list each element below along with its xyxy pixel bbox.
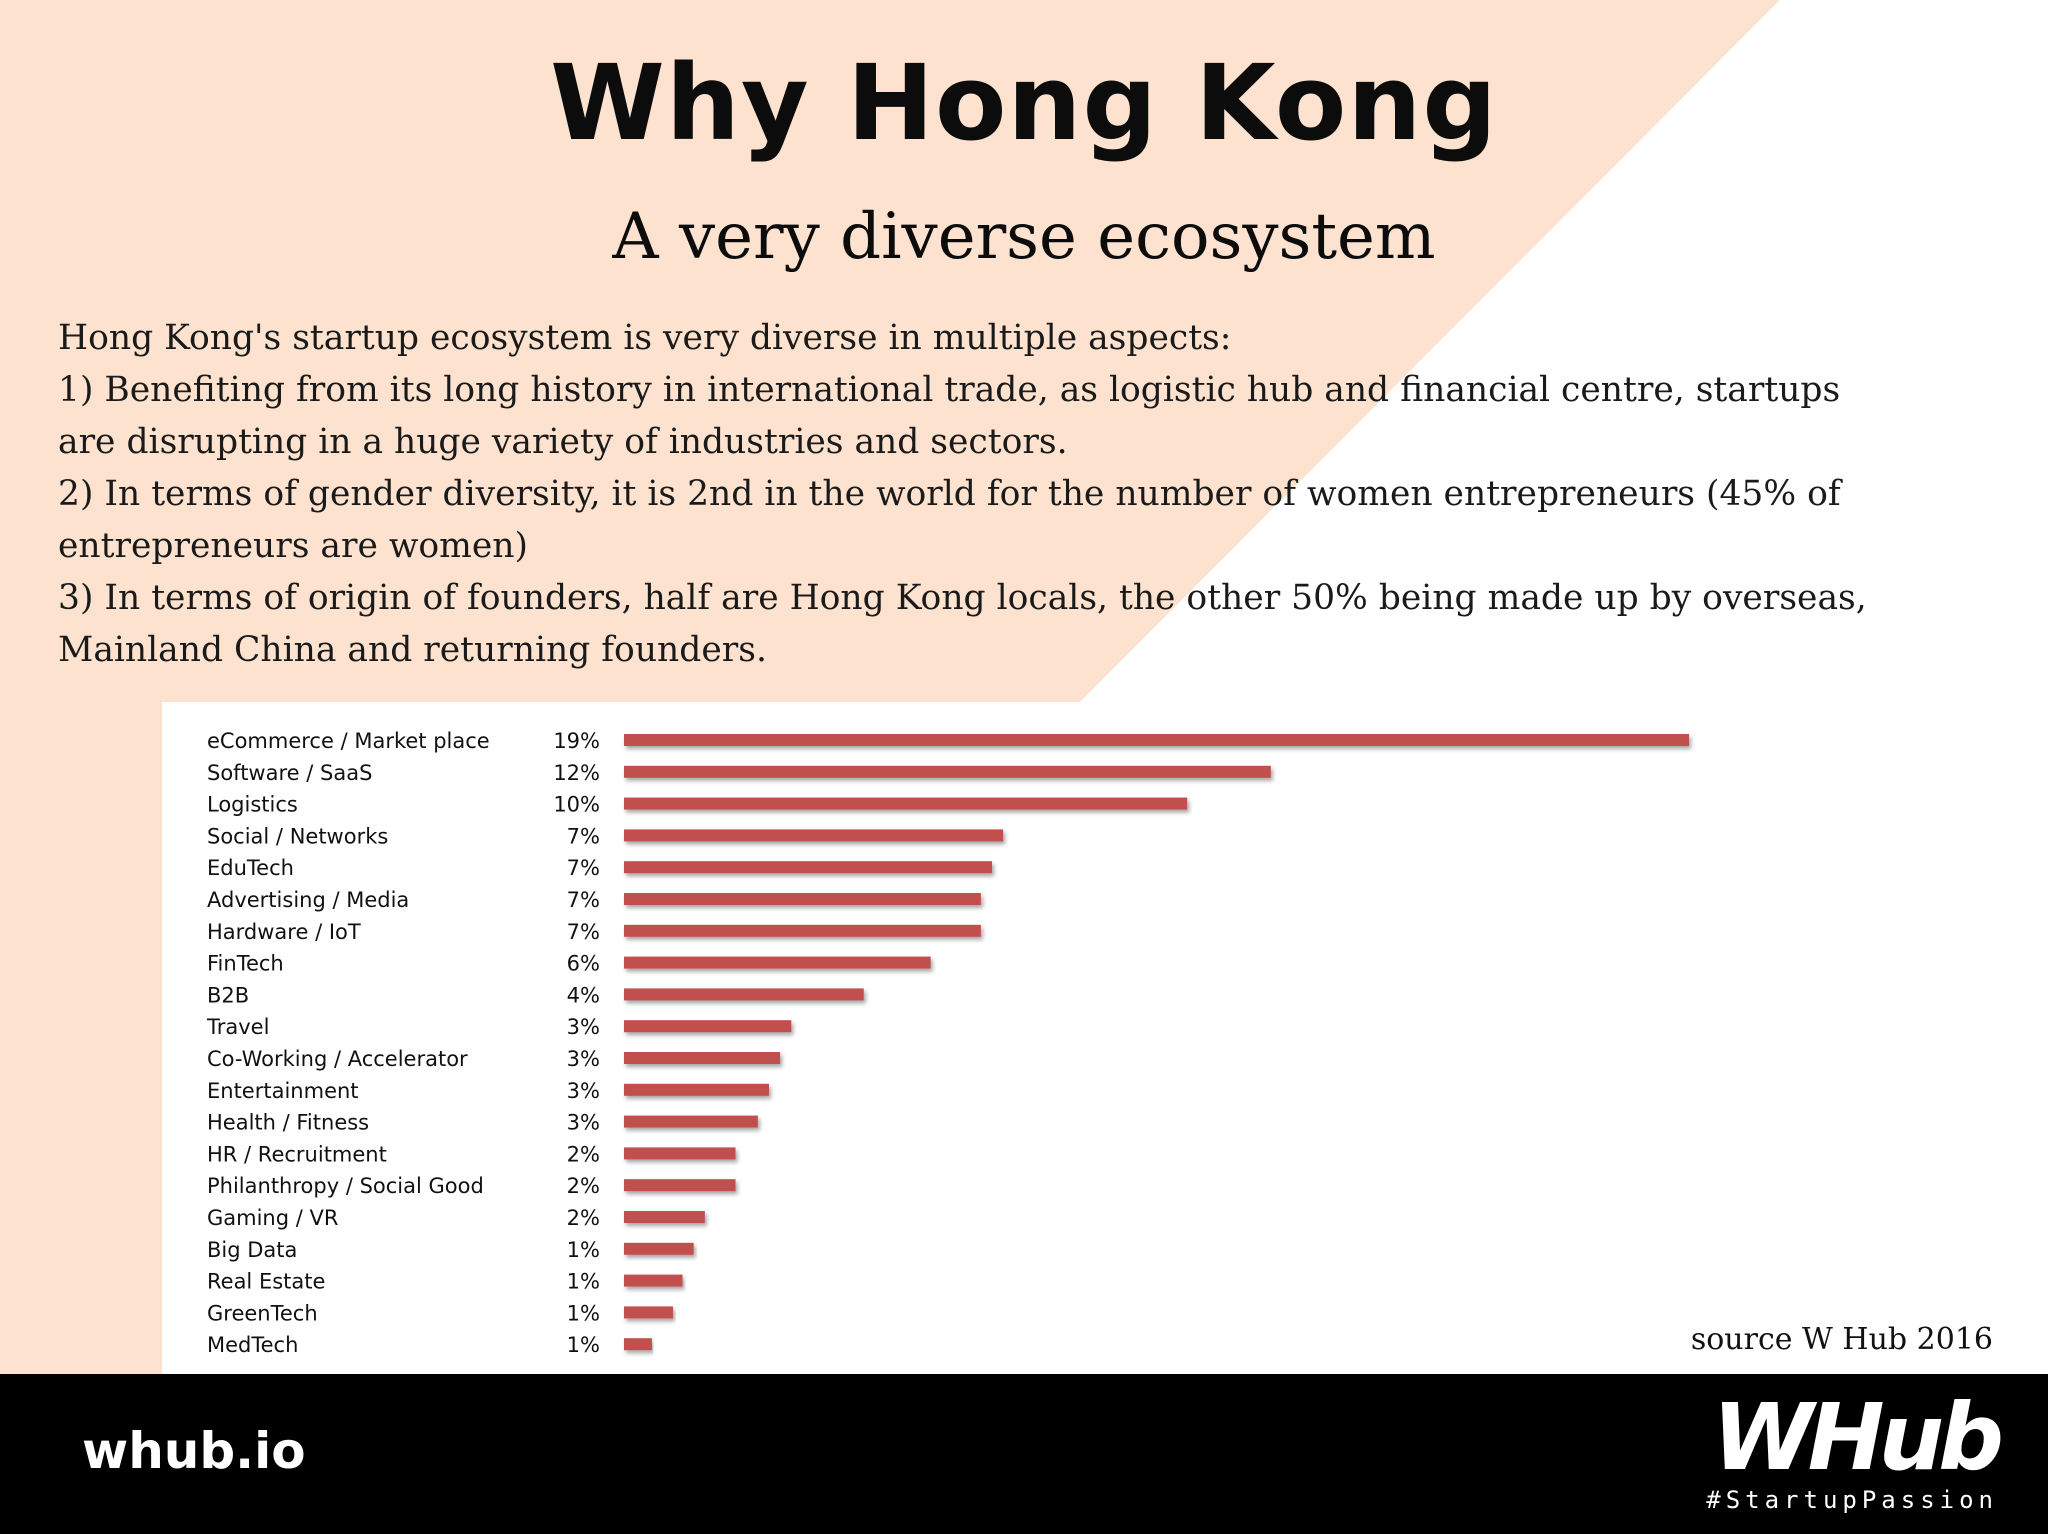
bar (624, 1243, 694, 1255)
category-label: eCommerce / Market place (207, 729, 490, 753)
category-label: EduTech (207, 856, 294, 881)
intro-line: entrepreneurs are women) (58, 526, 528, 566)
value-label: 7% (566, 824, 600, 849)
value-label: 7% (566, 856, 600, 881)
value-label: 7% (566, 888, 600, 912)
bar (624, 1052, 780, 1064)
bar (624, 1338, 652, 1350)
category-label: Logistics (207, 792, 298, 817)
bar (624, 988, 864, 1000)
category-label: Hardware / IoT (207, 919, 361, 944)
category-label: Software / SaaS (207, 760, 373, 785)
category-label: Travel (207, 1015, 270, 1040)
logo-wordmark: WHub (1712, 1384, 1998, 1491)
value-label: 1% (566, 1237, 600, 1262)
page-title: Why Hong Kong (550, 42, 1498, 164)
value-label: 1% (566, 1301, 600, 1326)
intro-line: Mainland China and returning founders. (58, 630, 767, 670)
sector-bar-chart (162, 702, 2048, 1374)
page-subtitle: A very diverse ecosystem (612, 200, 1436, 274)
value-label: 1% (566, 1269, 600, 1294)
category-label: Advertising / Media (207, 888, 410, 912)
logo-tagline: #StartupPassion (1706, 1486, 1998, 1514)
bar (624, 798, 1187, 810)
bar (624, 925, 981, 937)
bar (624, 1116, 758, 1128)
bar (624, 829, 1003, 841)
value-label: 3% (566, 1015, 600, 1040)
category-label: Big Data (207, 1237, 298, 1262)
bar (624, 1306, 673, 1318)
bar (624, 1020, 791, 1032)
category-label: Real Estate (207, 1269, 326, 1294)
intro-line: 3) In terms of origin of founders, half are Hong Kong locals, the other 50% being made up by overseas, (58, 578, 1867, 618)
intro-line: Hong Kong's startup ecosystem is very diverse in multiple aspects: (58, 318, 1232, 358)
category-label: Health / Fitness (207, 1110, 370, 1135)
value-label: 3% (566, 1078, 600, 1103)
bar (624, 766, 1271, 778)
value-label: 3% (566, 1110, 600, 1135)
category-label: HR / Recruitment (207, 1142, 387, 1167)
footer-url[interactable]: whub.io (82, 1422, 306, 1480)
value-label: 1% (566, 1333, 600, 1358)
value-label: 6% (566, 951, 600, 976)
bar (624, 1275, 683, 1287)
bar (624, 1179, 736, 1191)
intro-line: are disrupting in a huge variety of industries and sectors. (58, 422, 1068, 462)
category-label: GreenTech (207, 1301, 318, 1326)
value-label: 7% (566, 919, 600, 944)
value-label: 2% (566, 1142, 600, 1167)
category-label: Social / Networks (207, 824, 389, 849)
value-label: 10% (553, 792, 600, 817)
source-note: source W Hub 2016 (1690, 1322, 1993, 1357)
category-label: B2B (207, 983, 250, 1008)
bar (624, 1147, 736, 1159)
category-label: Entertainment (207, 1078, 359, 1103)
whub-logo (1688, 1384, 1998, 1516)
value-label: 3% (566, 1047, 600, 1071)
bar (624, 1084, 769, 1096)
bar (624, 1211, 705, 1223)
category-label: Philanthropy / Social Good (207, 1174, 484, 1199)
footer-bar (0, 1374, 2048, 1534)
value-label: 2% (566, 1174, 600, 1199)
intro-text (58, 312, 2018, 676)
intro-line: 2) In terms of gender diversity, it is 2nd in the world for the number of women entrepreneurs (45% of (58, 474, 1841, 514)
category-label: MedTech (207, 1333, 299, 1358)
bar (624, 957, 931, 969)
chart-panel (162, 702, 2048, 1374)
bar (624, 734, 1689, 746)
category-label: Co-Working / Accelerator (207, 1047, 468, 1071)
category-label: FinTech (207, 951, 284, 976)
intro-line: 1) Benefiting from its long history in international trade, as logistic hub and financial centre, startups (58, 370, 1841, 410)
value-label: 12% (553, 760, 600, 785)
value-label: 4% (566, 983, 600, 1008)
bar (624, 893, 981, 905)
value-label: 19% (553, 729, 600, 753)
value-label: 2% (566, 1206, 600, 1230)
bar (624, 861, 992, 873)
category-label: Gaming / VR (207, 1206, 339, 1230)
